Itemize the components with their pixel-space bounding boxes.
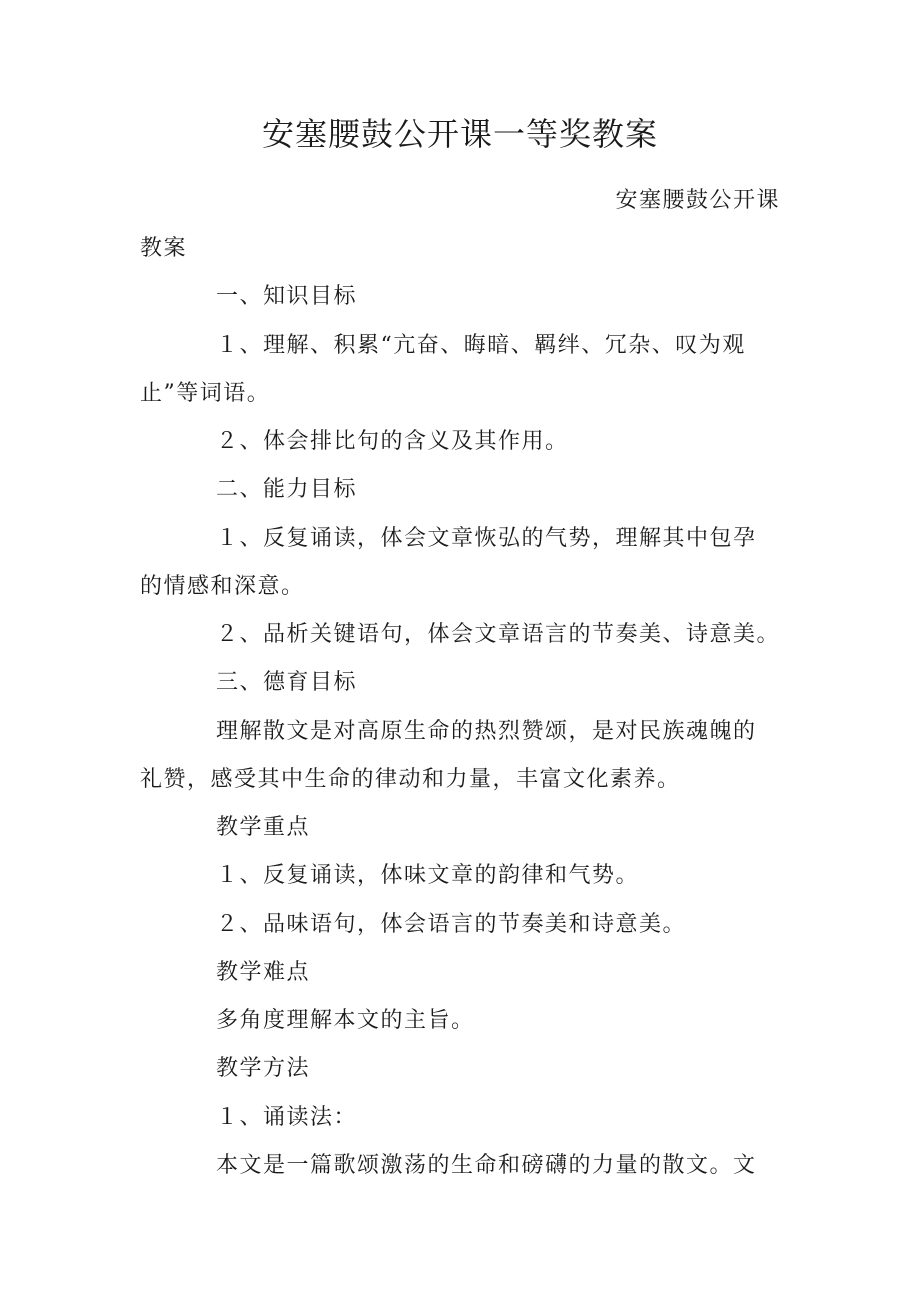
paragraph-line: ２、品析关键语句，体会文章语言的节奏美、诗意美。: [216, 622, 781, 647]
section-heading-moral: 三、德育目标: [216, 670, 358, 695]
paragraph-line: 理解散文是对高原生命的热烈赞颂，是对民族魂魄的: [216, 719, 757, 744]
paragraph-line: １、诵读法：: [216, 1105, 358, 1130]
section-heading-difficulties: 教学难点: [216, 960, 311, 985]
document-title: 安塞腰鼓公开课一等奖教案: [261, 115, 658, 153]
paragraph-line: ２、体会排比句的含义及其作用。: [216, 429, 569, 454]
document-subtitle: 安塞腰鼓公开课: [615, 188, 780, 213]
section-heading-methods: 教学方法: [216, 1056, 311, 1081]
paragraph-line: 本文是一篇歌颂激荡的生命和磅礴的力量的散文。文: [216, 1153, 757, 1178]
paragraph-line: 教案: [140, 236, 188, 261]
section-heading-ability: 二、能力目标: [216, 477, 358, 502]
paragraph-line: 礼赞，感受其中生命的律动和力量，丰富文化素养。: [140, 767, 681, 792]
section-heading-key-points: 教学重点: [216, 815, 311, 840]
paragraph-line: 的情感和深意。: [140, 574, 305, 599]
paragraph-line: １、反复诵读，体会文章恢弘的气势，理解其中包孕: [216, 526, 757, 551]
paragraph-line: 止”等词语。: [140, 381, 271, 406]
section-heading-knowledge: 一、知识目标: [216, 284, 358, 309]
paragraph-line: １、反复诵读，体味文章的韵律和气势。: [216, 863, 640, 888]
paragraph-line: ２、品味语句，体会语言的节奏美和诗意美。: [216, 912, 687, 937]
paragraph-line: １、理解、积累“亢奋、晦暗、羁绊、冗杂、叹为观: [216, 333, 746, 358]
paragraph-line: 多角度理解本文的主旨。: [216, 1008, 475, 1033]
